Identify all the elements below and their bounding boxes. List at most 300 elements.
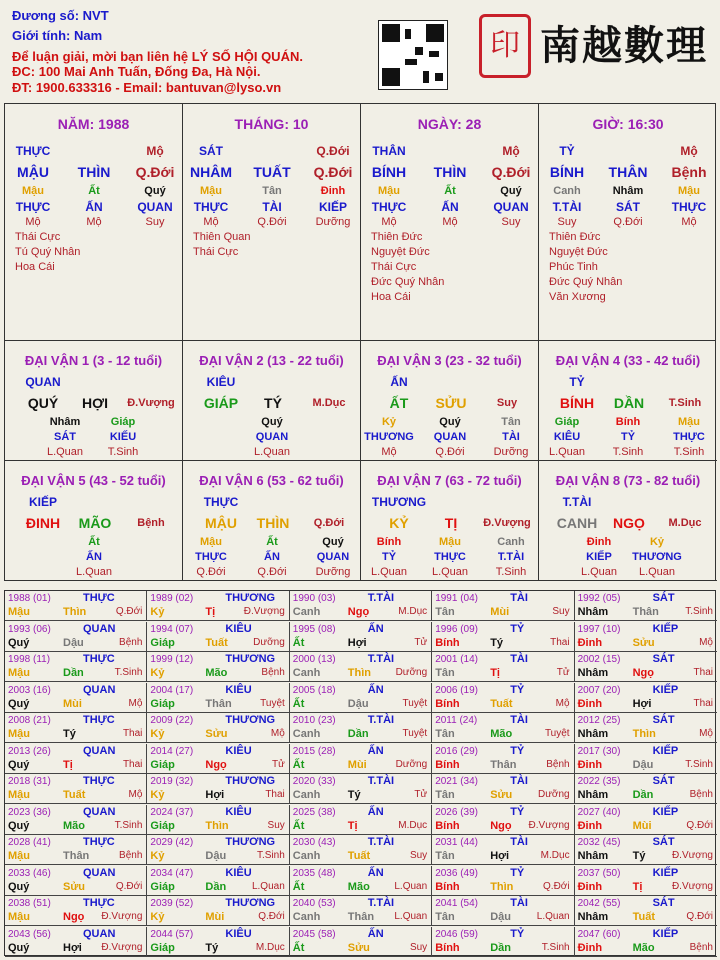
year-can: Giáp (150, 880, 175, 893)
year-cell[interactable] (432, 622, 574, 652)
year-can: Mậu (8, 728, 30, 740)
pillar-r2-2: Bệnh (671, 164, 707, 180)
year-ten-god: SÁT (652, 592, 675, 604)
year-cell[interactable] (432, 683, 574, 713)
year-ten-god: KIẾP (652, 927, 679, 940)
year-cell[interactable] (432, 652, 574, 682)
dai-van-5[interactable] (5, 461, 183, 581)
year-phase: L.Quan (394, 880, 428, 892)
year-ten-god: ẤN (367, 805, 384, 818)
year-phase: Q.Đới (115, 606, 143, 617)
year-cell[interactable] (432, 927, 574, 957)
year-label: 2046 (59) (435, 928, 478, 940)
year-phase: Tử (271, 758, 285, 770)
year-label: 2021 (34) (435, 776, 478, 787)
year-can: Quý (8, 636, 30, 649)
year-ten-god: QUAN (83, 683, 116, 696)
year-phase: M.Dục (255, 941, 285, 953)
dai-van-3[interactable] (361, 341, 539, 461)
year-chi: Sửu (205, 728, 228, 740)
star-item: Tú Quý Nhân (15, 246, 81, 258)
year-ten-god: THỰC (83, 653, 115, 665)
year-cell[interactable] (147, 622, 289, 652)
year-label: 2038 (51) (8, 898, 51, 909)
year-label: 2007 (20) (577, 684, 621, 696)
year-can: Bính (435, 758, 460, 771)
year-ten-god: THỰC (83, 836, 115, 848)
year-cell[interactable] (290, 683, 432, 713)
year-ten-god: TỶ (510, 744, 525, 757)
year-label: 1998 (11) (8, 654, 51, 665)
year-ten-god: QUAN (83, 805, 116, 818)
year-cell[interactable] (432, 835, 574, 865)
year-can: Tân (435, 728, 455, 740)
pillar-r5-0: Suy (557, 216, 577, 228)
year-ten-god: TỶ (510, 683, 525, 696)
pillar-r5-2: Suy (501, 216, 521, 228)
dai-van-h1-0: Nhâm (49, 416, 81, 428)
year-cell[interactable] (575, 622, 717, 652)
pillar-stars (193, 230, 250, 260)
year-phase: Bệnh (546, 758, 570, 770)
year-chi: Ngọ (347, 606, 370, 618)
year-cell[interactable] (575, 805, 717, 835)
year-chi: Sửu (632, 636, 655, 649)
dai-van-h1-1: Giáp (110, 416, 136, 428)
year-ten-god: T.TÀI (367, 653, 395, 665)
dai-van-1[interactable] (5, 341, 183, 461)
dai-van-h3-1: L.Quan (638, 566, 676, 578)
year-chi: Dần (632, 789, 654, 801)
year-cell[interactable] (147, 805, 289, 835)
year-chi: Tị (63, 758, 73, 771)
year-can: Quý (8, 819, 30, 832)
year-label: 2029 (42) (150, 837, 194, 848)
dai-van-7[interactable] (361, 461, 539, 581)
year-cell[interactable] (5, 805, 147, 835)
contact-line-3[interactable]: ĐT: 1900.633316 - Email: bantuvan@lyso.vn (12, 80, 282, 95)
year-label: 2016 (29) (435, 745, 478, 757)
year-cell[interactable] (575, 774, 717, 804)
dai-van-ten-god: TỶ (569, 375, 585, 389)
dai-van-chi: HỢI (82, 395, 108, 411)
year-cell[interactable] (290, 927, 432, 957)
year-label: 2032 (45) (577, 837, 621, 848)
year-chi: Thân (632, 606, 659, 618)
year-ten-god: ẤN (367, 927, 384, 940)
year-chi: Tị (347, 819, 358, 832)
dai-van-h2-0: KIÊU (553, 431, 581, 443)
year-label: 2040 (53) (292, 898, 336, 909)
year-phase: Q.Đới (543, 880, 570, 892)
year-cell[interactable] (5, 683, 147, 713)
year-cell[interactable] (290, 774, 432, 804)
year-can: Bính (435, 880, 460, 893)
year-chi: Mão (205, 667, 228, 679)
year-can: Kỷ (150, 911, 165, 923)
dai-van-h3-1: Q.Đới (435, 446, 465, 458)
star-item: Thái Cực (15, 231, 61, 243)
star-item: Thiên Quan (193, 231, 251, 243)
year-label: 2005 (18) (292, 684, 336, 696)
year-label: 2018 (31) (8, 776, 51, 787)
year-ten-god: KIẾP (652, 866, 679, 879)
year-ten-god: TÀI (510, 714, 528, 726)
year-ten-god: TÀI (510, 897, 528, 909)
dai-van-h1-2: Mậu (678, 416, 700, 428)
dai-van-8[interactable] (539, 461, 717, 581)
pillar-r4-2: QUAN (137, 200, 173, 214)
year-phase: Đ.Vượng (671, 880, 713, 892)
year-phase: Mộ (270, 728, 285, 739)
year-ten-god: KIẾP (652, 622, 679, 635)
year-can: Tân (435, 911, 455, 923)
year-label: 1990 (03) (292, 593, 336, 604)
dai-van-h3-0: L.Quan (370, 566, 408, 578)
year-phase: Bệnh (261, 667, 285, 678)
year-can: Mậu (8, 789, 30, 801)
year-chi: Mão (632, 941, 655, 954)
year-chi: Mão (63, 819, 85, 832)
year-label: 2024 (37) (150, 806, 194, 818)
pillar-r4-1: ẤN (85, 200, 103, 214)
dai-van-6[interactable] (183, 461, 361, 581)
year-cell[interactable] (5, 835, 147, 865)
dai-van-phase: T.Sinh (668, 397, 702, 409)
year-can: Quý (8, 758, 30, 771)
pillar-r4-0: THỰC (193, 200, 229, 214)
year-cell[interactable] (5, 622, 147, 652)
year-can: Đinh (577, 941, 603, 954)
year-label: 2039 (52) (150, 898, 194, 909)
pillar-1 (183, 104, 361, 342)
year-cell[interactable] (575, 835, 717, 865)
pillar-r5-2: Dưỡng (315, 216, 351, 228)
year-phase: Dưỡng (395, 667, 428, 678)
dai-van-h2-0: ẤN (86, 551, 102, 563)
year-chi: Ngọ (63, 911, 85, 923)
star-item: Thiên Đức (371, 231, 423, 243)
year-phase: Bệnh (119, 636, 143, 648)
pillar-r4-0: THỰC (371, 200, 407, 214)
star-item: Nguyệt Đức (371, 246, 430, 258)
year-label: 1991 (04) (435, 593, 478, 604)
year-cell[interactable] (432, 805, 574, 835)
year-phase: Thai (122, 758, 143, 770)
pillar-r5-0: Mộ (203, 216, 219, 228)
year-cell[interactable] (147, 774, 289, 804)
year-can: Quý (8, 941, 30, 954)
year-ten-god: THỰC (83, 775, 115, 787)
year-cell[interactable] (290, 744, 432, 774)
year-cell[interactable] (5, 927, 147, 957)
year-cell[interactable] (147, 652, 289, 682)
year-can: Đinh (577, 758, 603, 771)
year-can: Ất (292, 941, 305, 954)
year-cell[interactable] (432, 866, 574, 896)
star-item: Phúc Tinh (549, 261, 598, 273)
dai-van-h2-0: TỶ (381, 551, 397, 563)
pillar-r1-2: Q.Đới (316, 144, 350, 158)
pillar-r3-1: Ất (444, 185, 456, 197)
star-item: Thái Cực (193, 246, 239, 258)
year-ten-god: QUAN (83, 622, 116, 635)
pillar-r2-2: Q.Đới (491, 164, 531, 180)
pillar-r1-2: Mộ (680, 144, 698, 158)
star-item: Hoa Cái (371, 291, 411, 303)
year-cell[interactable] (290, 866, 432, 896)
year-phase: Thai (265, 789, 285, 800)
year-cell[interactable] (147, 744, 289, 774)
year-cell[interactable] (432, 774, 574, 804)
year-ten-god: THỰC (83, 897, 115, 909)
year-cell[interactable] (575, 652, 717, 682)
year-can: Đinh (577, 880, 603, 893)
year-chi: Dậu (63, 636, 84, 649)
year-cell[interactable] (290, 805, 432, 835)
dai-van-h1-0: Mậu (200, 536, 222, 548)
year-can: Canh (292, 789, 321, 801)
dai-van-h3-0: Q.Đới (196, 566, 226, 578)
year-can: Bính (435, 941, 460, 954)
pillar-r5-0: Mộ (25, 216, 41, 228)
year-phase: L.Quan (394, 911, 428, 922)
year-label: 2030 (43) (292, 837, 336, 848)
dai-van-phase: M.Dục (312, 397, 346, 409)
dai-van-h3-1: L.Quan (431, 566, 469, 578)
year-can: Bính (435, 636, 460, 649)
year-ten-god: SÁT (652, 775, 675, 787)
year-can: Mậu (8, 911, 30, 923)
pillar-r2-1: TUẤT (253, 164, 291, 180)
year-cell[interactable] (290, 652, 432, 682)
year-phase: T.Sinh (541, 941, 570, 953)
year-label: 1996 (09) (435, 623, 478, 635)
year-can: Canh (292, 850, 321, 862)
pillar-r5-1: Q.Đới (613, 216, 643, 228)
year-cell[interactable] (432, 896, 574, 926)
year-label: 2002 (15) (577, 654, 621, 665)
year-label: 1997 (10) (577, 623, 621, 635)
year-cell[interactable] (575, 866, 717, 896)
year-phase: Thai (122, 728, 143, 739)
dai-van-h2-1: THƯƠNG (632, 551, 682, 563)
year-phase: Q.Đới (258, 911, 285, 922)
year-can: Mậu (8, 850, 30, 862)
pillar-title: NĂM: 1988 (57, 116, 130, 132)
year-can: Quý (8, 697, 30, 710)
contact-line-1: Để luận giải, mời bạn liên hệ LÝ SỐ HỘI QUÁN. (12, 49, 303, 64)
year-label: 1992 (05) (577, 593, 621, 604)
year-cell[interactable] (575, 744, 717, 774)
year-can: Ất (292, 880, 305, 893)
dai-van-h2-1: ẤN (264, 551, 280, 563)
year-ten-god: KIẾP (652, 744, 679, 757)
dai-van-2[interactable] (183, 341, 361, 461)
year-chi: Tý (347, 789, 361, 801)
year-chi: Mùi (63, 697, 82, 710)
year-cell[interactable] (290, 835, 432, 865)
year-ten-god: THƯƠNG (225, 653, 276, 665)
star-item: Đức Quý Nhân (549, 276, 623, 288)
year-ten-god: T.TÀI (367, 897, 395, 909)
year-label: 1994 (07) (150, 623, 194, 635)
year-cell[interactable] (147, 896, 289, 926)
year-phase: Suy (409, 850, 428, 861)
year-chi: Mùi (205, 911, 225, 923)
year-chi: Mão (490, 728, 513, 740)
year-label: 2028 (41) (8, 837, 51, 848)
year-can: Bính (435, 697, 460, 710)
year-cell[interactable] (147, 591, 289, 621)
dai-van-4[interactable] (539, 341, 717, 461)
year-label: 2027 (40) (577, 806, 621, 818)
year-label: 2017 (30) (577, 745, 621, 757)
year-chi: Thìn (63, 606, 87, 618)
year-ten-god: QUAN (83, 866, 116, 879)
year-cell[interactable] (5, 896, 147, 926)
year-cell[interactable] (290, 713, 432, 743)
star-item: Văn Xương (549, 291, 606, 303)
year-can: Giáp (150, 758, 175, 771)
year-label: 2047 (60) (577, 928, 621, 940)
year-can: Nhâm (577, 728, 609, 740)
pillar-r2-0: MẬU (17, 164, 49, 180)
year-ten-god: TỶ (510, 927, 525, 940)
year-phase: Đ.Vượng (101, 941, 143, 953)
year-cell[interactable] (5, 591, 147, 621)
dai-van-h3-0: Mộ (381, 446, 397, 458)
dai-van-can: QUÝ (27, 395, 59, 411)
pillar-stars (549, 230, 622, 305)
dai-van-h3-1: T.Sinh (612, 446, 644, 458)
year-cell[interactable] (575, 927, 717, 957)
year-can: Giáp (150, 941, 175, 954)
dai-van-phase: M.Dục (668, 517, 702, 529)
pillar-r3-2: Quý (500, 185, 522, 197)
dai-van-phase: Suy (496, 397, 518, 409)
pillar-r2-1: THÌN (433, 164, 467, 180)
pillar-stars (15, 230, 80, 275)
year-phase: L.Quan (251, 880, 285, 892)
year-can: Nhâm (577, 667, 609, 679)
year-phase: Thai (693, 697, 713, 709)
dai-van-h1-1: Quý (439, 416, 461, 428)
year-cell[interactable] (147, 927, 289, 957)
year-cell[interactable] (147, 835, 289, 865)
year-ten-god: ẤN (367, 683, 384, 696)
year-label: 1989 (02) (150, 593, 194, 604)
year-cell[interactable] (5, 652, 147, 682)
year-cell[interactable] (432, 591, 574, 621)
year-label: 2019 (32) (150, 776, 194, 787)
year-chi: Hợi (632, 697, 652, 710)
dai-van-h1-1: Bính (615, 416, 641, 428)
dai-van-h1-0: Ất (88, 536, 100, 548)
pillar-r1-0: THỰC (15, 144, 51, 158)
year-label: 1999 (12) (150, 654, 194, 665)
star-item: Thái Cực (371, 261, 417, 273)
pillar-r3-2: Mậu (678, 185, 700, 197)
dai-van-h2-2: TÀI (502, 431, 520, 443)
year-chi: Hợi (205, 789, 225, 801)
dai-van-chi: THÌN (256, 515, 290, 531)
pillar-r1-0: THÂN (372, 144, 406, 158)
qr-code-icon[interactable] (378, 20, 448, 90)
year-ten-god: THƯƠNG (225, 714, 276, 726)
pillar-r5-0: Mộ (381, 216, 397, 228)
year-chi: Dậu (632, 758, 654, 771)
year-ten-god: T.TÀI (367, 836, 395, 848)
year-cell[interactable] (575, 683, 717, 713)
pillar-r4-2: QUAN (493, 200, 529, 214)
year-cell[interactable] (432, 744, 574, 774)
year-cell[interactable] (5, 866, 147, 896)
year-ten-god: ẤN (367, 744, 384, 757)
year-cell[interactable] (290, 622, 432, 652)
year-can: Đinh (577, 636, 603, 649)
year-ten-god: TỶ (510, 866, 525, 879)
year-phase: Q.Đới (686, 911, 713, 922)
year-cell[interactable] (575, 713, 717, 743)
year-label: 2011 (24) (435, 715, 478, 726)
year-phase: Mộ (128, 697, 143, 709)
year-chi: Thìn (490, 880, 514, 893)
year-cell[interactable] (575, 896, 717, 926)
year-chi: Tị (205, 606, 216, 618)
four-pillars (4, 103, 716, 341)
year-chi: Thân (205, 697, 232, 710)
year-cell[interactable] (290, 896, 432, 926)
dai-van-h1-2: Quý (322, 536, 344, 548)
pillar-r3-0: Mậu (200, 185, 222, 197)
year-ten-god: TÀI (510, 653, 528, 665)
gender: Giới tính: Nam (12, 28, 103, 43)
dai-van-title: ĐẠI VẬN 1 (3 - 12 tuổi) (24, 353, 163, 368)
year-cell[interactable] (575, 591, 717, 621)
year-label: 2020 (33) (292, 776, 336, 787)
year-cell[interactable] (5, 744, 147, 774)
dai-van-h2-2: THỰC (673, 431, 705, 443)
year-cell[interactable] (147, 683, 289, 713)
pillar-r2-0: BÍNH (549, 164, 585, 180)
dai-van-can: CANH (556, 515, 598, 531)
pillar-r3-1: Nhâm (612, 185, 644, 197)
dai-van-h3-0: L.Quan (580, 566, 618, 578)
year-chi: Sửu (490, 789, 513, 801)
dai-van-h3-0: L.Quan (548, 446, 586, 458)
year-cell[interactable] (147, 866, 289, 896)
year-can: Tân (435, 850, 455, 862)
dai-van-h2-1: THỰC (434, 551, 466, 563)
contact-line-2: ĐC: 100 Mai Anh Tuấn, Đống Đa, Hà Nội. (12, 64, 261, 79)
year-cell[interactable] (5, 713, 147, 743)
year-phase: Bệnh (119, 850, 143, 861)
logo: 南越數理 (540, 22, 708, 69)
red-seal-icon: 印 (479, 14, 531, 78)
year-ten-god: THƯƠNG (225, 897, 276, 909)
year-cell[interactable] (432, 713, 574, 743)
dai-van-title: ĐẠI VẬN 4 (33 - 42 tuổi) (555, 353, 701, 368)
year-cell[interactable] (290, 591, 432, 621)
dai-van-can: GIÁP (203, 395, 239, 411)
year-can: Đinh (577, 697, 603, 710)
year-can: Ất (292, 697, 305, 710)
year-can: Giáp (150, 636, 175, 649)
year-cell[interactable] (147, 713, 289, 743)
year-cell[interactable] (5, 774, 147, 804)
year-phase: T.Sinh (685, 758, 713, 770)
